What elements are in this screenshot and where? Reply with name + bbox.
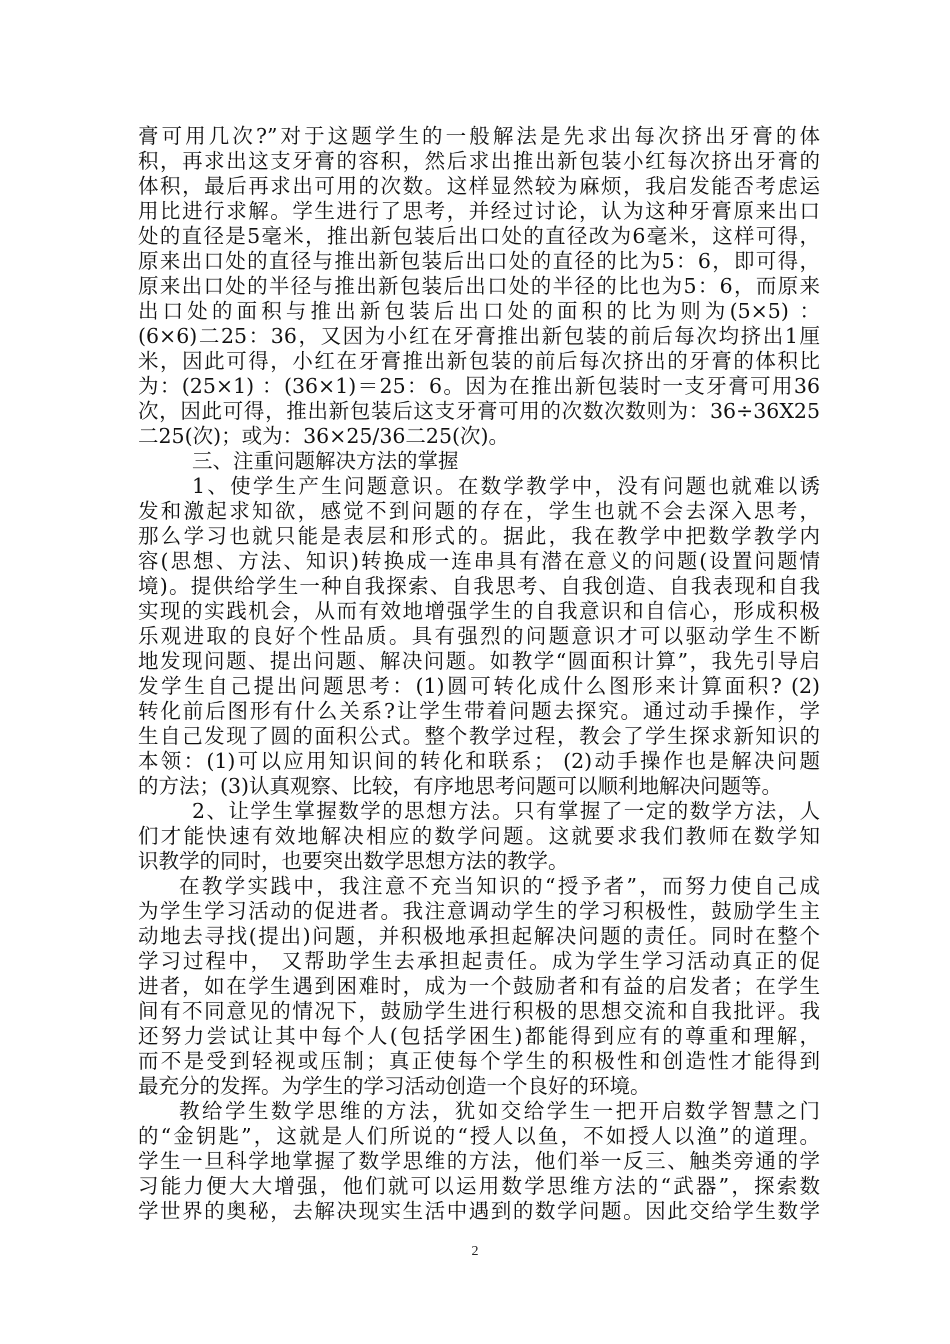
page-number: 2: [471, 1244, 479, 1259]
text-line: 的方法；(3)认真观察、比较，有序地思考问题可以顺利地解决问题等。: [138, 774, 783, 798]
text-line: 最充分的发挥。为学生的学习活动创造一个良好的环境。: [138, 1074, 651, 1098]
text-line: 习能力便大大增强，他们就可以运用数学思维方法的“武器”，探索数: [138, 1174, 820, 1198]
text-line: 用比进行求解。学生进行了思考，并经过讨论，认为这种牙膏原来出口: [138, 199, 820, 223]
text-line: 地发现问题、提出问题、解决问题。如教学“圆面积计算”，我先引导启: [138, 649, 820, 673]
text-line: 们才能快速有效地解决相应的数学问题。这就要求我们教师在数学知: [138, 824, 820, 848]
text-line: 学生一旦科学地掌握了数学思维的方法，他们举一反三、触类旁通的学: [138, 1149, 820, 1173]
text-line: 的“金钥匙”，这就是人们所说的“授人以鱼，不如授人以渔”的道理。: [138, 1124, 820, 1148]
text-line: 原来出口处的半径与推出新包装后出口处的半径的比也为5：6，而原来: [138, 274, 820, 298]
text-line: 发和激起求知欲，感觉不到问题的存在，学生也就不会去深入思考，: [138, 499, 820, 523]
text-line: 还努力尝试让其中每个人(包括学困生)都能得到应有的尊重和理解，: [138, 1024, 820, 1048]
text-line: 乐观进取的良好个性品质。具有强烈的问题意识才可以驱动学生不断: [138, 624, 820, 648]
text-line: 出口处的面积与推出新包装后出口处的面积的比为则为(5×5) ：: [138, 299, 820, 323]
text-line: 生自己发现了圆的面积公式。整个教学过程，教会了学生探求新知识的: [138, 724, 820, 748]
text-line: 2、让学生掌握数学的思想方法。只有掌握了一定的数学方法，人: [192, 799, 820, 823]
text-line: 学习过程中， 又帮助学生去承担起责任。成为学生学习活动真正的促: [138, 949, 820, 973]
text-line: 在教学实践中，我注意不充当知识的“授予者”，而努力使自己成: [179, 874, 820, 898]
text-line: 转化前后图形有什么关系?让学生带着问题去探究。通过动手操作，学: [138, 699, 820, 723]
text-line: 1、使学生产生问题意识。在数学教学中，没有问题也就难以诱: [192, 474, 820, 498]
text-line: 容(思想、方法、知识)转换成一连串具有潜在意义的问题(设置问题情: [138, 549, 820, 573]
text-line: 二25(次)；或为：36×25/36二25(次)。: [138, 424, 510, 448]
text-line: 次，因此可得，推出新包装后这支牙膏可用的次数次数则为：36÷36X25: [138, 399, 820, 423]
text-line: (6×6)二25：36，又因为小红在牙膏推出新包装的前后每次均挤出1厘: [138, 324, 820, 348]
text-line: 实现的实践机会，从而有效地增强学生的自我意识和自信心，形成积极: [138, 599, 820, 623]
text-line: 原来出口处的直径与推出新包装后出口处的直径的比为5：6，即可得，: [138, 249, 820, 273]
text-line: 本领：(1)可以应用知识间的转化和联系； (2)动手操作也是解决问题: [138, 749, 820, 773]
text-line: 境)。提供给学生一种自我探索、自我思考、自我创造、自我表现和自我: [138, 574, 820, 598]
body-text: [138, 124, 820, 1224]
text-line: 处的直径是5毫米，推出新包装后出口处的直径改为6毫米，这样可得，: [138, 224, 820, 248]
text-line: 进者，如在学生遇到困难时，成为一个鼓励者和有益的启发者；在学生: [138, 974, 820, 998]
text-line: 动地去寻找(提出)问题，并积极地承担起解决问题的责任。同时在整个: [138, 924, 820, 948]
text-line: 为：(25×1) ：(36×1)＝25：6。因为在推出新包装时一支牙膏可用36: [138, 374, 820, 398]
text-line: 识教学的同时，也要突出数学思想方法的教学。: [138, 849, 569, 873]
text-line: 体积，最后再求出可用的次数。这样显然较为麻烦，我启发能否考虑运: [138, 174, 820, 198]
text-line: 间有不同意见的情况下，鼓励学生进行积极的思想交流和自我批评。我: [138, 999, 820, 1023]
text-line: 为学生学习活动的促进者。我注意调动学生的学习积极性，鼓励学生主: [138, 899, 820, 923]
text-line: 三、注重问题解决方法的掌握: [192, 449, 459, 473]
text-line: 积，再求出这支牙膏的容积，然后求出推出新包装小红每次挤出牙膏的: [138, 149, 820, 173]
text-line: 发学生自己提出问题思考：(1)圆可转化成什么图形来计算面积? (2): [138, 674, 820, 698]
text-line: 那么学习也就只能是表层和形式的。据此，我在教学中把数学教学内: [138, 524, 820, 548]
text-line: 教给学生数学思维的方法，犹如交给学生一把开启数学智慧之门: [179, 1099, 820, 1123]
text-line: 而不是受到轻视或压制；真正使每个学生的积极性和创造性才能得到: [138, 1049, 820, 1073]
text-line: 米，因此可得，小红在牙膏推出新包装的前后每次挤出的牙膏的体积比: [138, 349, 820, 373]
text-line: 学世界的奥秘，去解决现实生活中遇到的数学问题。因此交给学生数学: [138, 1199, 820, 1223]
text-line: 膏可用几次?”对于这题学生的一般解法是先求出每次挤出牙膏的体: [138, 124, 820, 148]
